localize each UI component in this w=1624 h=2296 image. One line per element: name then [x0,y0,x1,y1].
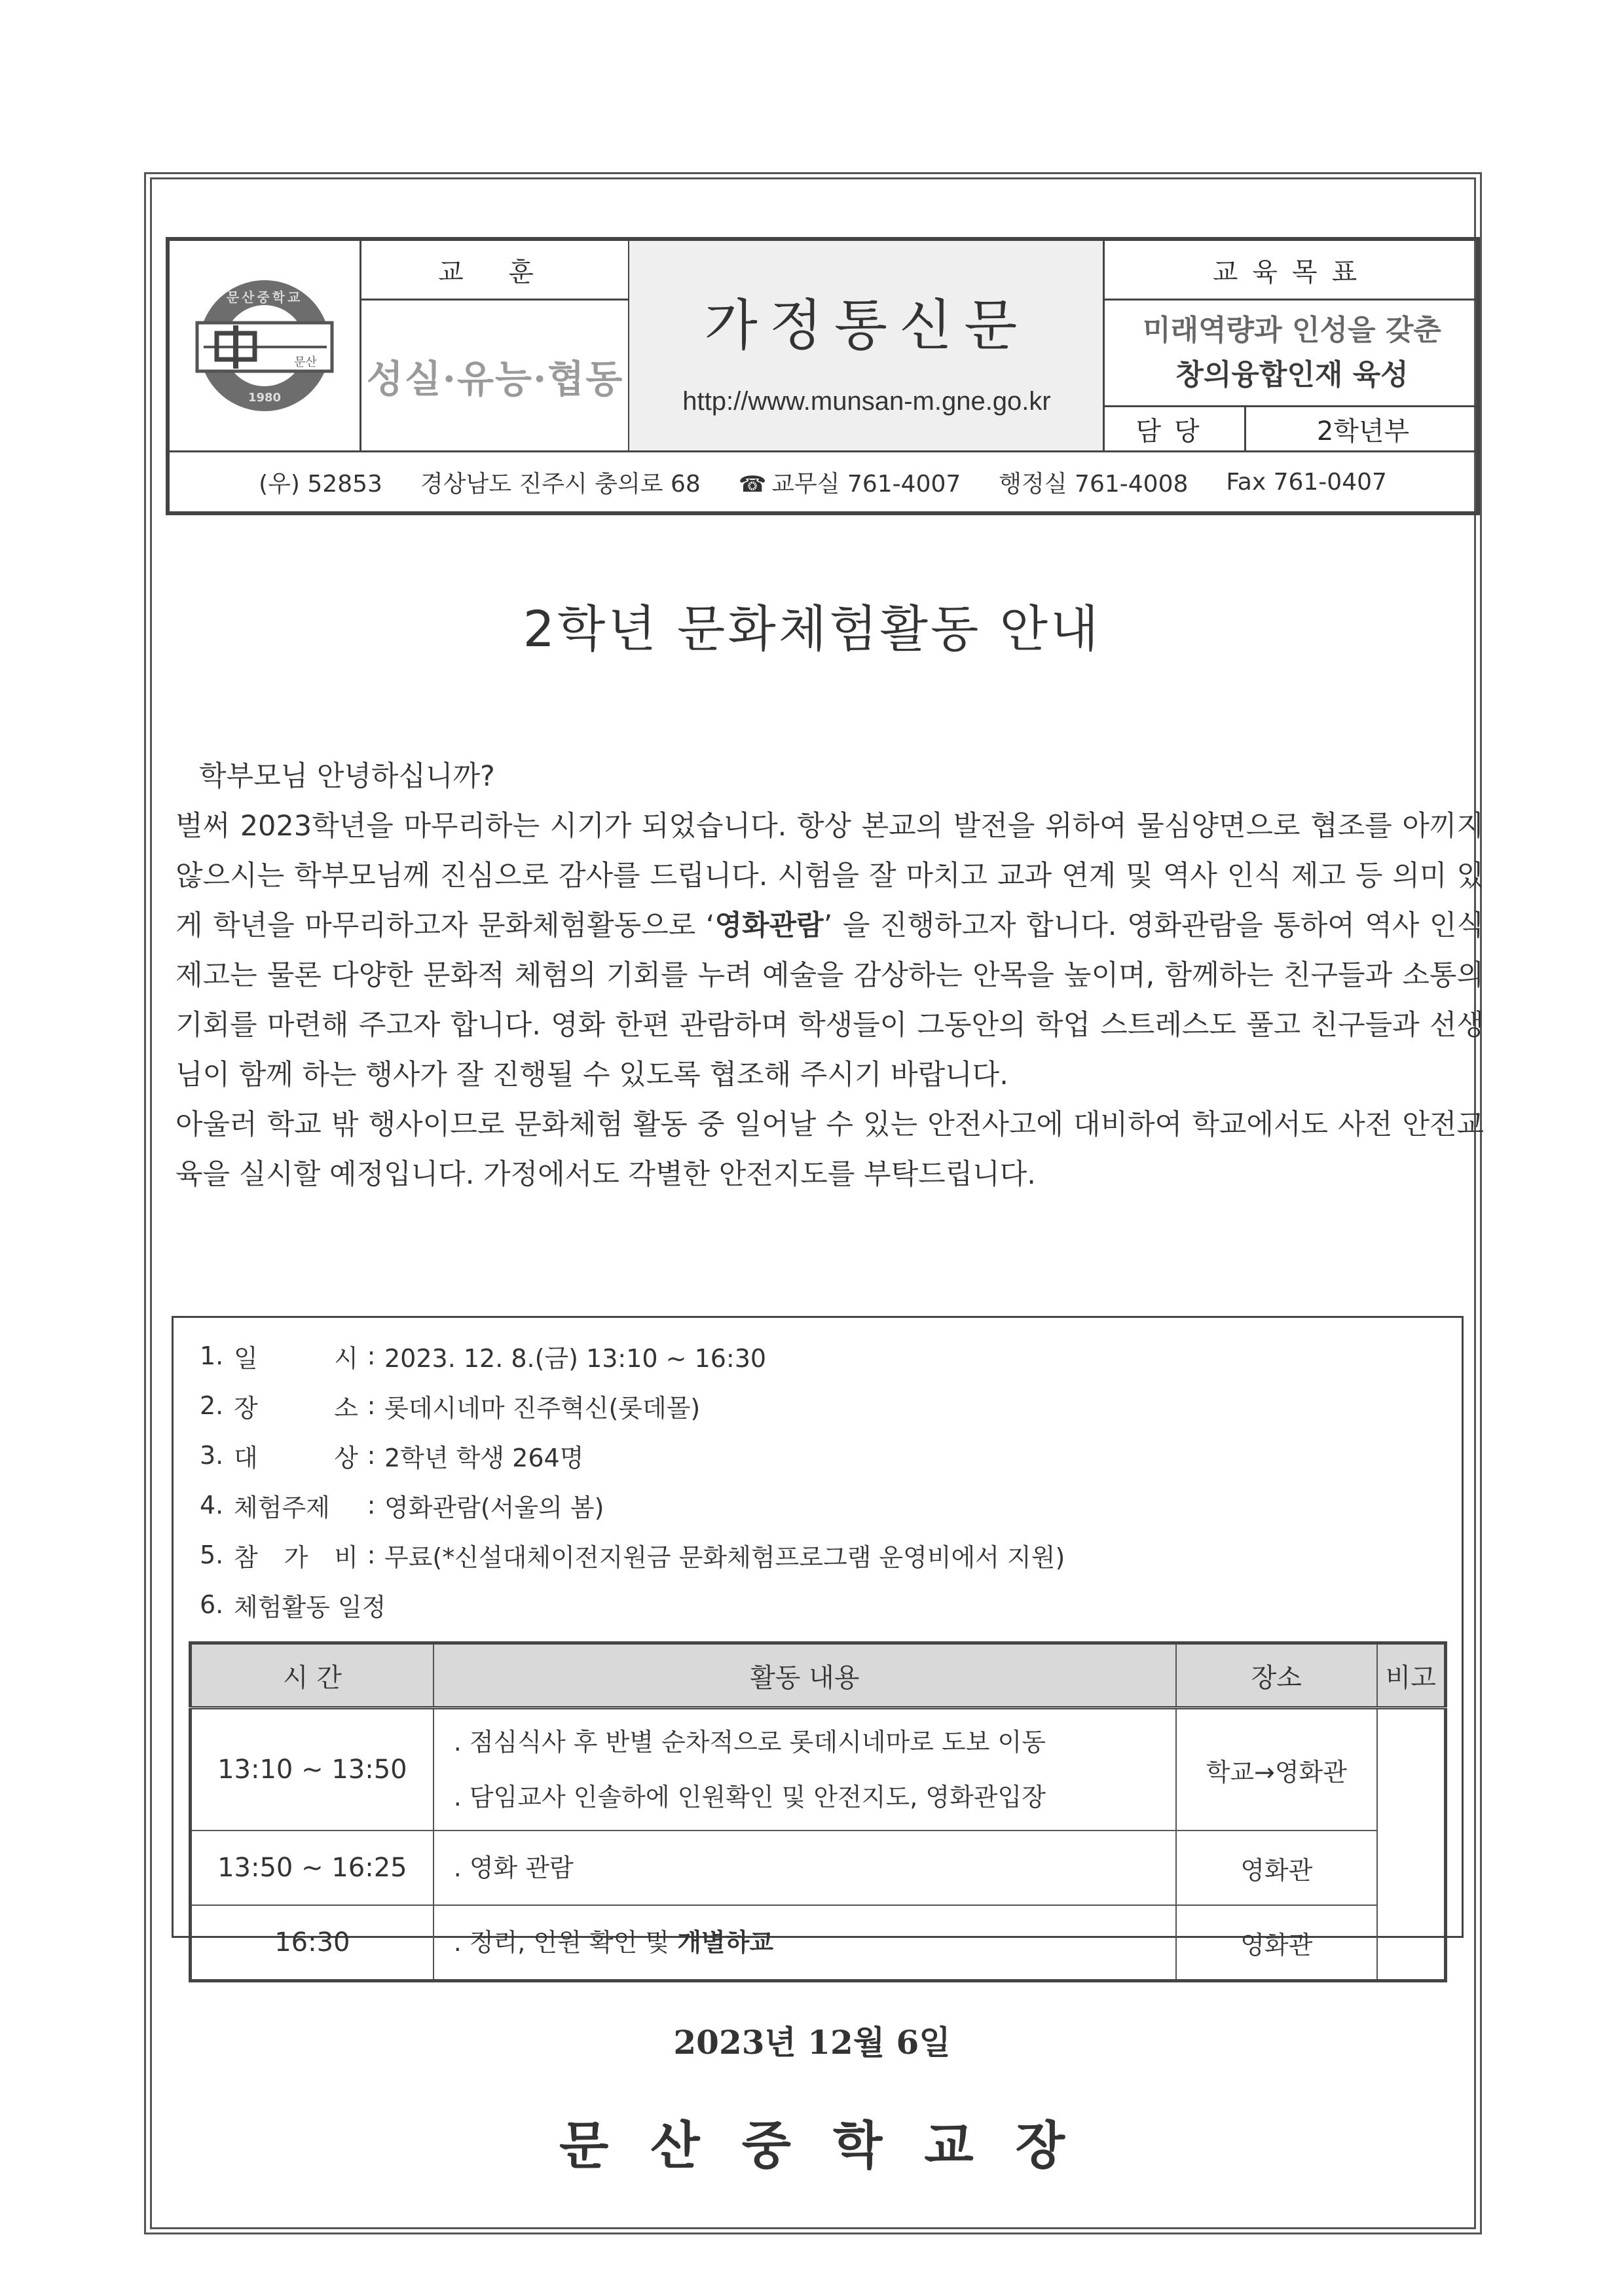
school-motto: 성실·유능·협동 [366,356,624,401]
highlight-movie: 영화관람 [714,909,824,942]
greeting: 학부모님 안녕하십니까? [199,760,495,793]
note-cell [1377,1708,1446,1981]
detail-list [200,1331,1065,1630]
letter-body [175,752,1484,1199]
svg-text:1980: 1980 [248,391,282,405]
col-time: 시 간 [191,1643,434,1708]
telephone-icon: ☎ [738,471,767,498]
detail-item-theme: 4. 체험주제 : 영화관람(서울의 봄) [200,1491,604,1522]
detail-item-target: 3. 대 상 : 2학년 학생 264명 [200,1441,584,1472]
detail-item-fee: 5. 참 가 비 : 무료(*신설대체이전지원금 문화체험프로그램 운영비에서 지원) [200,1540,1065,1572]
paragraph-1: 벌써 2023학년을 마무리하는 시기가 되었습니다. 항상 본교의 발전을 위하여 물심양면으로 협조를 아끼지 않으시는 학부모님께 진심으로 감사를 드립니다. 시험을 잘 마치고 교과 연계 및 역사 인식 제고 등 의미 있게 학년을 마무리하고자 문화체험활동으로 ‘영화관람’ 을 진행하고자 합니다. 영화관람을 통하여 역사 인식 제고는 물론 다양한 문화적 체험의 기회를 누려 예술을 감상하는 안목을 높이며, 함께하는 친구들과 소통의 기회를 마련해 주고자 합니다. 영화 한편 관람하며 학생들이 그동안의 학업 스트레스도 풀고 친구들과 선생님이 함께 하는 행사가 잘 진행될 수 있도록 협조해 주시기 바랍니다. [175,810,1484,1091]
col-place: 장소 [1176,1643,1377,1708]
education-goal-line1: 미래역량과 인성을 갖춘 [1143,314,1441,347]
document-title: 2학년 문화체험활동 안내 [523,600,1101,658]
table-row: 16:30 . 정리, 인원 확인 및 개별하교 영화관 [191,1905,1446,1981]
street-address: 경상남도 진주시 충의로 68 [420,470,701,498]
school-logo [170,241,360,450]
school-url[interactable]: http://www.munsan-m.gne.go.kr [682,387,1051,416]
person-in-charge-value: 2학년부 [1316,416,1410,446]
newsletter-header [166,237,1480,515]
education-goal-label: 교육목표 [1212,257,1372,287]
education-goal [1104,301,1480,405]
school-contact-bar [170,452,1476,511]
table-header-row [191,1643,1446,1708]
svg-text:문산중학교: 문산중학교 [226,289,303,305]
education-goal-line2: 창의융합인재 육성 [1175,358,1409,392]
office-phone: ☎ 교무실 761-4007 [738,470,961,498]
principal-signature: 문산중학교장 [559,2116,1107,2176]
admin-phone: 행정실 761-4008 [999,470,1189,498]
motto-label: 교 훈 [438,257,552,287]
detail-item-schedule: 6. 체험활동 일정 [200,1590,386,1622]
svg-text:문산: 문산 [294,355,317,369]
detail-item-place: 2. 장 소 : 롯데시네마 진주혁신(롯데몰) [200,1391,701,1423]
fax-number: Fax 761-0407 [1226,468,1387,496]
activity-schedule-table [189,1641,1447,1982]
person-in-charge-label: 담당 [1135,416,1213,446]
paragraph-2: 아울러 학교 밖 행사이므로 문화체험 활동 중 일어날 수 있는 안전사고에 대비하여 학교에서도 사전 안전교육을 실시할 예정입니다. 가정에서도 각별한 안전지도를 부탁드립니다. [175,1108,1484,1191]
school-emblem-icon [189,270,340,421]
newsletter-title: 가정통신문 [704,293,1029,357]
postal-code: (우) 52853 [259,470,382,498]
newsletter-title-cell [629,241,1104,450]
col-note: 비고 [1377,1643,1446,1708]
detail-item-date: 1. 일 시 : 2023. 12. 8.(금) 13:10 ~ 16:30 [200,1341,767,1373]
table-row: 13:50 ~ 16:25 . 영화 관람 영화관 [191,1831,1446,1905]
issue-date: 2023년 12월 6일 [673,2023,951,2062]
table-row: 13:10 ~ 13:50 . 점심식사 후 반별 순차적으로 롯데시네마로 도보 이동 . 담임교사 인솔하에 인원확인 및 안전지도, 영화관입장 학교→영화관 [191,1708,1446,1831]
col-activity: 활동 내용 [434,1643,1176,1708]
